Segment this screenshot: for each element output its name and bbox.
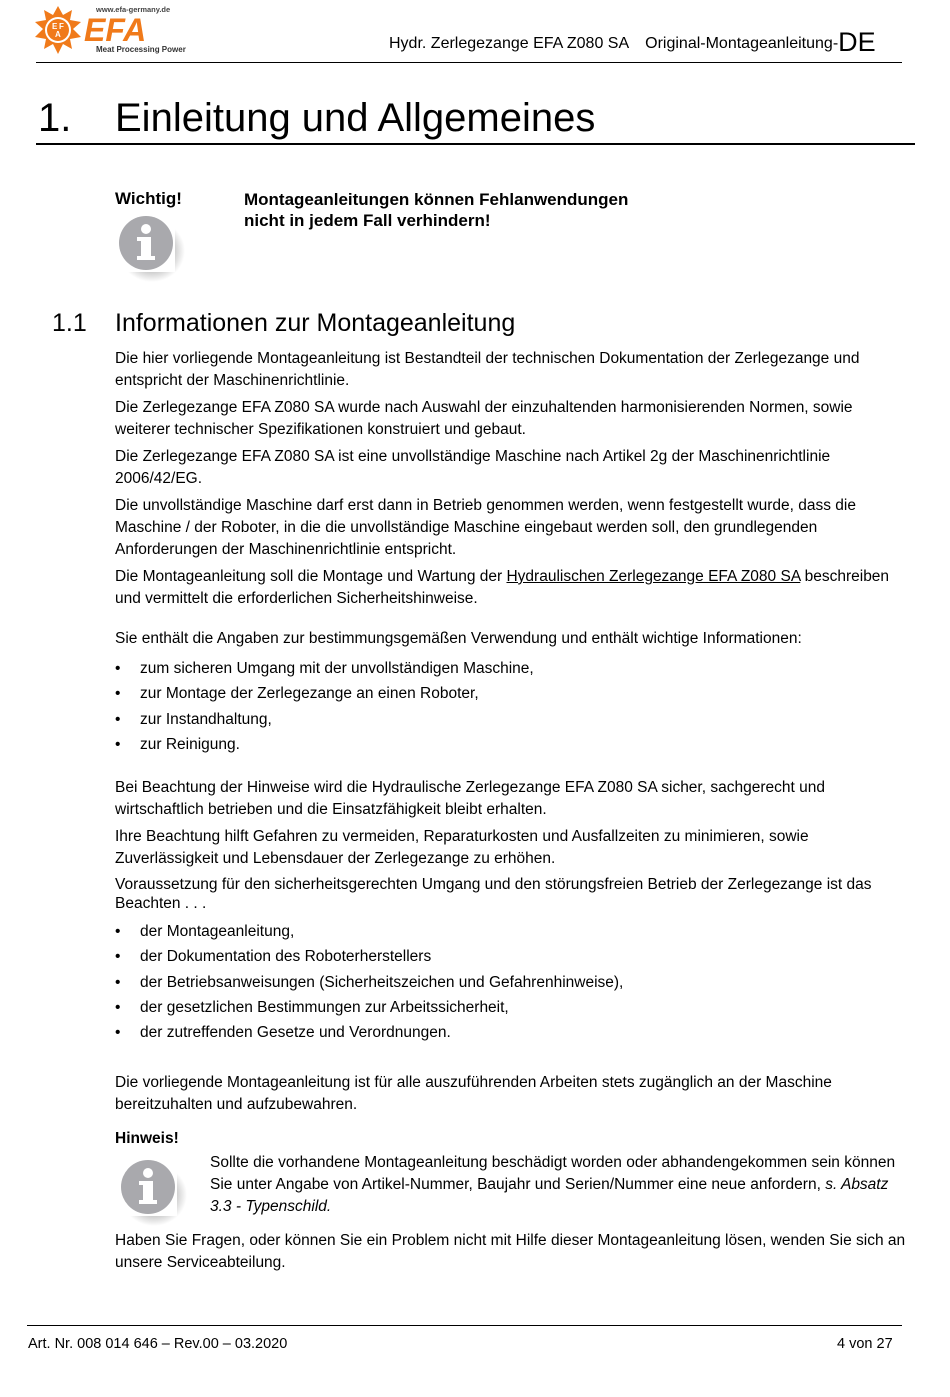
product-reference: Hydraulischen Zerlegezange EFA Z080 SA (506, 568, 801, 585)
paragraph-5-pre: Die Montageanleitung soll die Montage und Wartung der (115, 568, 507, 585)
language-code: DE (838, 27, 876, 57)
header-title (389, 24, 876, 55)
info-icon (115, 1154, 189, 1228)
footer-divider (27, 1325, 902, 1326)
list-item: • zur Instandhaltung, (115, 709, 910, 734)
efa-logo (34, 4, 199, 56)
important-line-2: nicht in jedem Fall verhindern! (244, 211, 491, 230)
paragraph-5-post: beschreiben und vermittelt die erforderlichen Sicherheitshinweise. (115, 568, 890, 607)
note-body: Sollte die vorhandene Montageanleitung beschädigt worden oder abhandengekommen sein können Sie unter Angabe von Artikel-Nummer, Baujahr und Serien/Nummer eine neue anfordern, (210, 1153, 896, 1193)
info-icon (113, 210, 187, 284)
paragraph-5 (115, 566, 910, 610)
requirements-list (115, 921, 910, 1047)
paragraph-1: Die hier vorliegende Montageanleitung ist Bestandteil der technischen Dokumentation der Zerlegezange und entspricht der Maschinenrichtlinie. (115, 350, 860, 389)
note-label: Hinweis! (115, 1129, 179, 1147)
list-item: • zur Reinigung. (115, 734, 910, 759)
logo-emblem-e: E (52, 22, 58, 31)
note-block (115, 1152, 910, 1218)
paragraph-4: Die unvollständige Maschine darf erst dann in Betrieb genommen werden, wenn festgestellt wurde, dass die Maschine / der Roboter, in die die unvollständige Maschine eingebaut werden soll, den grundlegenden Anforderungen der Maschinenrichtlinie entspricht. (115, 497, 856, 558)
paragraph-8: Ihre Beachtung hilft Gefahren zu vermeiden, Reparaturkosten und Ausfallzeiten zu minimieren, sowie Zuverlässigkeit und Lebensdauer der Zerlegezange zu erhöhen. (115, 828, 809, 868)
list-item: • der gesetzlichen Bestimmungen zur Arbeitssicherheit, (115, 997, 910, 1022)
note-text (210, 1152, 910, 1218)
list-item: • der Montageanleitung, (115, 921, 910, 946)
important-text (244, 189, 744, 231)
logo-emblem-f: F (59, 22, 64, 31)
list-item: • der zutreffenden Gesetze und Verordnungen. (115, 1022, 910, 1047)
list-item: • der Dokumentation des Roboterherstellers (115, 946, 910, 971)
paragraph-10: Die vorliegende Montageanleitung ist für alle auszuführenden Arbeiten stets zugänglich an der Maschine bereitzuhalten und aufzubewahren. (115, 1073, 832, 1113)
important-label: Wichtig! (115, 189, 182, 208)
header-divider (36, 62, 902, 63)
paragraph-6: Sie enthält die Angaben zur bestimmungsgemäßen Verwendung und enthält wichtige Informationen: (115, 630, 802, 647)
logo-tagline: Meat Processing Power (96, 45, 186, 54)
chapter-divider (36, 143, 915, 145)
paragraph-3: Die Zerlegezange EFA Z080 SA ist eine unvollständige Maschine nach Artikel 2g der Maschinenrichtlinie 2006/42/EG. (115, 448, 831, 487)
list-item: • zum sicheren Umgang mit der unvollständigen Maschine, (115, 658, 910, 683)
logo-emblem-a: A (55, 30, 61, 39)
list-item: • der Betriebsanweisungen (Sicherheitszeichen und Gefahrenhinweise), (115, 972, 910, 997)
important-line-1: Montageanleitungen können Fehlanwendungen (244, 190, 629, 209)
paragraph-11: Haben Sie Fragen, oder können Sie ein Problem nicht mit Hilfe dieser Montageanleitung lösen, wenden Sie sich an unsere Serviceabteilung. (115, 1231, 906, 1271)
list-item: • zur Montage der Zerlegezange an einen Roboter, (115, 683, 910, 708)
page-number: 4 von 27 (837, 1336, 893, 1352)
chapter-number: 1. (38, 96, 72, 140)
usage-list (115, 658, 910, 759)
paragraph-7: Bei Beachtung der Hinweise wird die Hydraulische Zerlegezange EFA Z080 SA sicher, sachgerecht und wirtschaftlich betrieben und die Einsatzfähigkeit bleibt erhalten. (115, 779, 825, 819)
doc-title: Hydr. Zerlegezange EFA Z080 SA (389, 35, 630, 52)
logo-brand: EFA (84, 12, 147, 48)
article-number: Art. Nr. 008 014 646 – Rev.00 – 03.2020 (28, 1336, 288, 1352)
section-title: Informationen zur Montageanleitung (115, 309, 516, 337)
logo-url: www.efa-germany.de (96, 5, 171, 14)
paragraph-2: Die Zerlegezange EFA Z080 SA wurde nach Auswahl der einzuhaltenden harmonisierenden Normen, sowie weiterer technischer Spezifikationen konstruiert und gebaut. (115, 399, 853, 438)
logo-emblem (35, 6, 81, 54)
paragraph-9: Voraussetzung für den sicherheitsgerechten Umgang und den störungsfreien Betrieb der Zerlegezange ist das Beachten . . . (115, 876, 872, 913)
chapter-title: Einleitung und Allgemeines (115, 96, 596, 140)
note-reference: s. Absatz 3.3 - Typenschild. (210, 1175, 889, 1215)
doc-type: Original-Montageanleitung- (645, 35, 839, 52)
section-body (115, 348, 910, 1279)
section-number: 1.1 (52, 309, 87, 337)
